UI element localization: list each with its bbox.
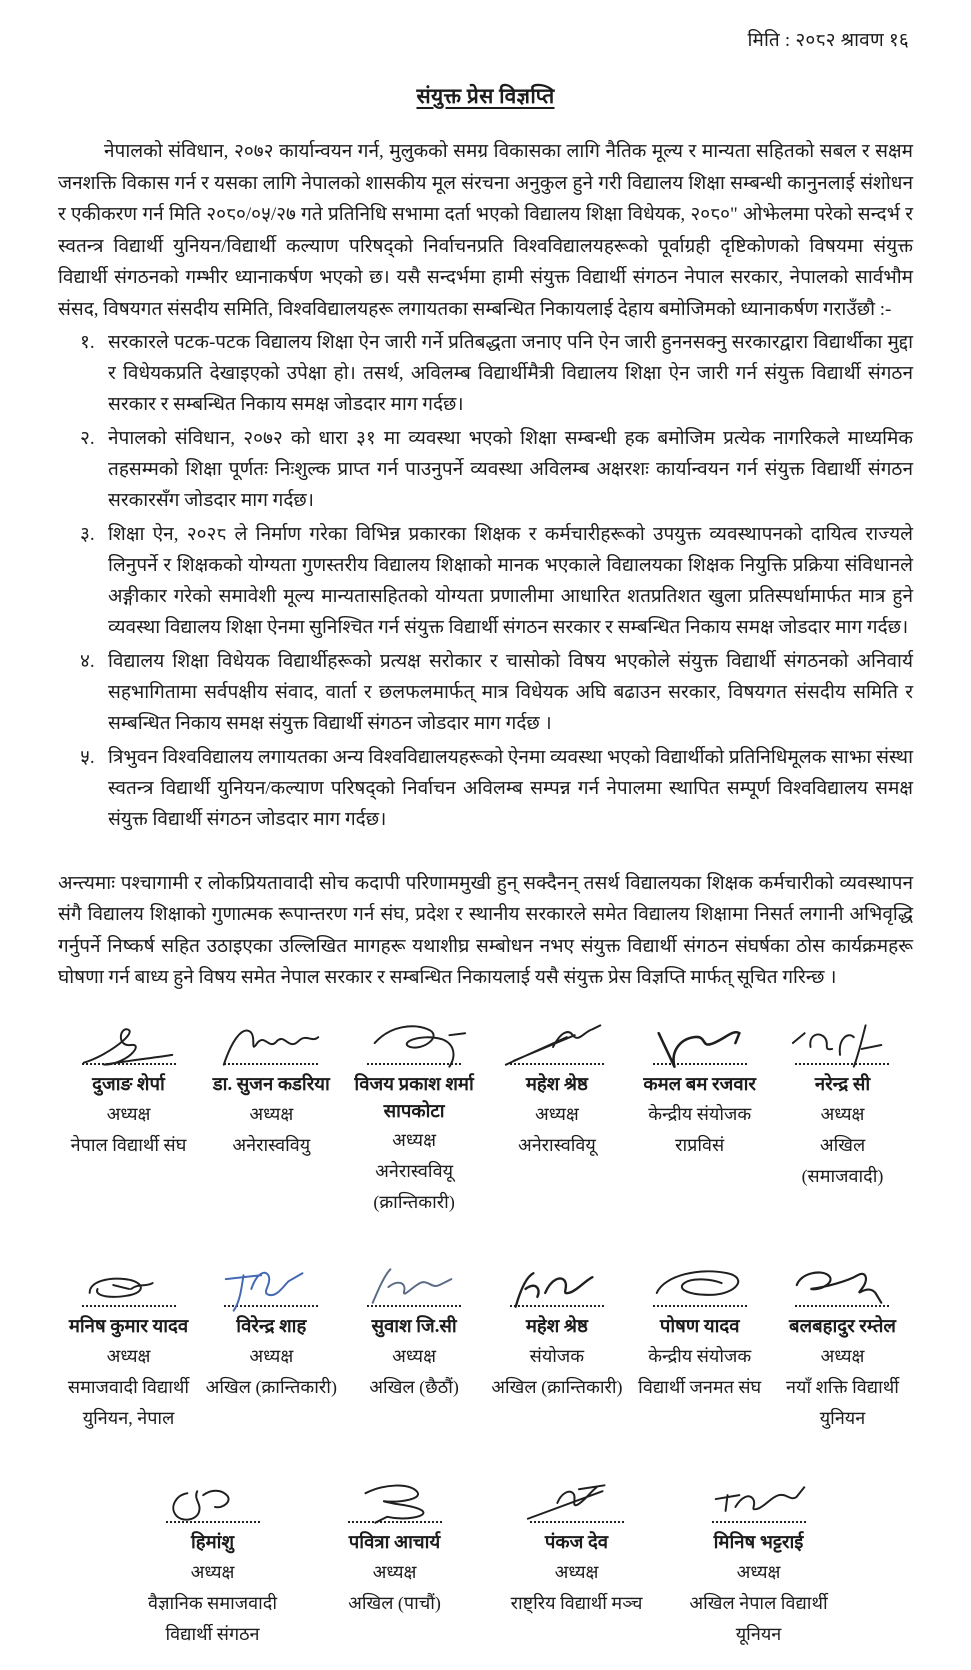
list-item-number: ५. — [80, 746, 95, 768]
list-item-text: त्रिभुवन विश्वविद्यालय लगायतका अन्य विश्वविद्यालयहरूको ऐनमा व्यवस्था भएको विद्यार्थीको प्रतिनिधिमूलक साझा संस्था स्वतन्त्र विद्यार्थी युनियन/कल्याण परिषद्को निर्वाचन अविलम्ब सम्पन्न गर्न नेपालमा स्थापित सम्पूर्ण विश्वविद्यालय समक्ष संयुक्त विद्यार्थी संगठन जोडदार माग गर्दछ। — [108, 746, 913, 830]
signatory-org: अखिल (क्रान्तिकारी) — [491, 1377, 623, 1398]
signatory-name: सुवाश जि.सी — [371, 1317, 457, 1338]
signatory-org: अखिल (क्रान्तिकारी) — [205, 1377, 337, 1398]
signatory-org: यूनियन — [735, 1623, 782, 1644]
signatory-role: अध्यक्ष — [106, 1103, 151, 1124]
signatory-org: युनियन, नेपाल — [82, 1408, 175, 1429]
signatory-name: बलबहादुर रम्तेल — [789, 1317, 896, 1338]
signatory-block — [629, 1262, 770, 1434]
signatory-org: समाजवादी विद्यार्थी — [67, 1377, 190, 1398]
signatory-role: अध्यक्ष — [190, 1561, 235, 1582]
signatory-name: पवित्रा आचार्य — [348, 1532, 441, 1553]
list-item-text: शिक्षा ऐन, २०२८ ले निर्माण गरेका विभिन्न प्रकारका शिक्षक र कर्मचारीहरूको उपयुक्त व्यवस्थापनको दायित्व राज्यले लिनुपर्ने र शिक्षकको योग्यता गुणस्तरीय विद्यालय शिक्षाको मानक भएकाले विद्यालयका शिक्षक नियुक्ति प्रक्रिया संविधानले अङ्गीकार गरेको समावेशी मूल्य मान्यतासहितको योग्यता प्रणालीमा आधारित शतप्रतिशत खुला प्रतिस्पर्धामार्फत मात्र हुने व्यवस्था विद्यालय शिक्षा ऐनमा सुनिश्चित गर्न संयुक्त विद्यार्थी संगठन सरकार र सम्बन्धित निकाय समक्ष जोडदार माग गर्दछ। — [108, 524, 913, 638]
signatory-name: पोषण यादव — [659, 1317, 740, 1338]
signatory-name: विरेन्द्र शाह — [236, 1317, 307, 1338]
signature-row-1 — [58, 1020, 913, 1218]
signatory-org: (क्रान्तिकारी) — [373, 1192, 455, 1213]
signatory-block — [344, 1262, 485, 1434]
signature-row-2 — [58, 1262, 913, 1434]
signature-dotted-line — [166, 1521, 260, 1523]
signatory-name: मनिष कुमार यादव — [68, 1317, 189, 1338]
signatory-name: डा. सुजन कडरिया — [212, 1074, 330, 1095]
list-item — [78, 328, 913, 421]
signatory-role: अध्यक्ष — [736, 1561, 781, 1582]
signatory-org: अखिल (छैठौं) — [369, 1377, 459, 1398]
signatory-name: कमल बम रजवार — [643, 1074, 756, 1095]
signature-dotted-line — [712, 1521, 806, 1523]
list-item — [78, 743, 913, 836]
list-item-text: सरकारले पटक-पटक विद्यालय शिक्षा ऐन जारी गर्ने प्रतिबद्धता जनाए पनि ऐन जारी हुननसक्नु सरकारद्वारा विद्यार्थीका मुद्दा र विधेयकप्रति देखाइएको उपेक्षा हो। तसर्थ, अविलम्ब विद्यार्थीमैत्री विद्यालय शिक्षा ऐन जारी गर्न संयुक्त विद्यार्थी संगठन सरकार र सम्बन्धित निकाय समक्ष जोडदार माग गर्दछ। — [108, 332, 913, 416]
list-item-number: ४. — [80, 650, 95, 672]
signature-dotted-line — [653, 1063, 747, 1065]
signatory-block — [675, 1478, 843, 1650]
list-item-number: १. — [80, 332, 95, 354]
signature-dotted-line — [795, 1063, 889, 1065]
signatory-org: नयाँ शक्ति विद्यार्थी — [786, 1377, 899, 1398]
signature-dotted-line — [224, 1305, 318, 1307]
list-item-text: विद्यालय शिक्षा विधेयक विद्यार्थीहरूको प्रत्यक्ष सरोकार र चासोको विषय भएकोले संयुक्त विद्यार्थी संगठनको अनिवार्य सहभागितामा सर्वपक्षीय संवाद, वार्ता र छलफलमार्फत् मात्र विधेयक अघि बढाउन सरकार, विषयगत संसदीय समिति र सम्बन्धित निकाय समक्ष संयुक्त विद्यार्थी संगठन जोडदार माग गर्दछ । — [108, 650, 913, 734]
signatory-name: मिनिष भट्टराई — [713, 1532, 804, 1553]
signatory-name: विजय प्रकाश शर्मा सापकोटा — [354, 1074, 474, 1122]
signatory-block — [129, 1478, 297, 1650]
signatory-name: हिमांशु — [190, 1532, 235, 1553]
list-item — [78, 424, 913, 517]
signatory-name: महेश श्रेष्ठ — [525, 1074, 588, 1095]
signatory-org: अनेरास्ववियू — [517, 1134, 596, 1155]
signature-dotted-line — [653, 1305, 747, 1307]
signatory-role: अध्यक्ष — [249, 1346, 294, 1367]
signatory-block — [486, 1262, 627, 1434]
signature-row-3 — [58, 1478, 913, 1650]
signatory-block — [344, 1020, 485, 1218]
signatory-role: अध्यक्ष — [820, 1346, 865, 1367]
signatory-block — [58, 1262, 199, 1434]
signatory-block — [629, 1020, 770, 1218]
signatory-org: विद्यार्थी जनमत संघ — [638, 1377, 762, 1398]
list-item-number: ३. — [80, 524, 95, 545]
signatory-org: (समाजवादी) — [801, 1165, 884, 1186]
signatory-org: अखिल (पाचौं) — [348, 1592, 441, 1613]
signatory-block — [772, 1020, 913, 1218]
signatory-block — [311, 1478, 479, 1650]
signatory-name: महेश श्रेष्ठ — [525, 1317, 588, 1338]
signature-dotted-line — [82, 1305, 176, 1307]
list-item-number: २. — [80, 428, 95, 450]
signatory-block — [493, 1478, 661, 1650]
signatory-role: संयोजक — [529, 1346, 585, 1367]
signatory-org: अखिल — [819, 1134, 866, 1155]
page-title: संयुक्त प्रेस विज्ञप्ति — [416, 84, 555, 108]
signatory-org: अनेरास्ववियु — [232, 1134, 311, 1155]
signatory-name: नरेन्द्र सी — [814, 1074, 871, 1095]
list-item-text: नेपालको संविधान, २०७२ को धारा ३१ मा व्यवस्था भएको शिक्षा सम्बन्धी हक बमोजिम प्रत्येक नागरिकले माध्यमिक तहसम्मको शिक्षा पूर्णतः निःशुल्क प्राप्त गर्न पाउनुपर्ने व्यवस्था अविलम्ब अक्षरशः कार्यान्वयन गर्न संयुक्त विद्यार्थी संगठन सरकारसँग जोडदार माग गर्दछ। — [108, 428, 913, 512]
signatory-block — [201, 1020, 342, 1218]
signatory-org: विद्यार्थी संगठन — [165, 1623, 260, 1644]
signatory-org: राप्रविसं — [675, 1134, 725, 1155]
signatory-block — [772, 1262, 913, 1434]
signatory-org: अखिल नेपाल विद्यार्थी — [689, 1592, 828, 1613]
signatory-role: केन्द्रीय संयोजक — [648, 1103, 752, 1124]
signature-dotted-line — [224, 1063, 318, 1065]
signature-dotted-line — [367, 1305, 461, 1307]
signatory-block — [486, 1020, 627, 1218]
signature-dotted-line — [348, 1521, 442, 1523]
list-item — [78, 520, 913, 644]
date-line: मिति : २०८२ श्रावण १६ — [747, 30, 909, 51]
signatory-role: अध्यक्ष — [392, 1130, 437, 1151]
signatory-role: अध्यक्ष — [534, 1103, 579, 1124]
signatory-role: अध्यक्ष — [820, 1103, 865, 1124]
signatory-org: अनेरास्ववियू — [375, 1161, 454, 1182]
closing-paragraph: अन्त्यमाः पश्चागामी र लोकप्रियतावादी सोच कदापी परिणाममुखी हुन् सक्दैनन् तसर्थ विद्यालयका शिक्षक कर्मचारीको व्यवस्थापन संगै विद्यालय शिक्षाको गुणात्मक रूपान्तरण गर्न संघ, प्रदेश र स्थानीय सरकारले समेत विद्यालय शिक्षामा निसर्त लगानी अभिवृद्धि गर्नुपर्ने निष्कर्ष सहित उठाइएका उल्लिखित मागहरू यथाशीघ्र सम्बोधन नभए संयुक्त विद्यार्थी संगठन संघर्षका ठोस कार्यक्रमहरू घोषणा गर्न बाध्य हुने विषय समेत नेपाल सरकार र सम्बन्धित निकायलाई यसै संयुक्त प्रेस विज्ञप्ति मार्फत् सूचित गरिन्छ । — [58, 872, 913, 989]
signature-dotted-line — [530, 1521, 624, 1523]
signature-dotted-line — [510, 1305, 604, 1307]
signatory-role: अध्यक्ष — [249, 1103, 294, 1124]
signature-dotted-line — [795, 1305, 889, 1307]
signature-dotted-line — [82, 1063, 176, 1065]
intro-paragraph: नेपालको संविधान, २०७२ कार्यान्वयन गर्न, मुलुकको समग्र विकासका लागि नैतिक मूल्य र मान्यता सहितको सबल र सक्षम जनशक्ति विकास गर्न र यसका लागि नेपालको शासकीय मूल संरचना अनुकुल हुने गरी विद्यालय शिक्षा सम्बन्धी कानुनलाई संशोधन र एकीकरण गर्न मिति २०८०/०५/२७ गते प्रतिनिधि सभामा दर्ता भएको विद्यालय शिक्षा विधेयक, २०८०" ओझेलमा परेको सन्दर्भ र स्वतन्त्र विद्यार्थी युनियन/विद्यार्थी कल्याण परिषद्को निर्वाचनप्रति विश्वविद्यालयहरूको पूर्वाग्रही दृष्टिकोणको विषयमा संयुक्त विद्यार्थी संगठनको गम्भीर ध्यानाकर्षण भएको छ। यसै सन्दर्भमा हामी संयुक्त विद्यार्थी संगठन नेपाल सरकार, नेपालको सार्वभौम संसद, विषयगत संसदीय समिति, विश्वविद्यालयहरू लगायतका सम्बन्धित निकायलाई देहाय बमोजिमको ध्यानाकर्षण गराउँछौ :- — [58, 141, 913, 320]
signatory-org: नेपाल विद्यार्थी संघ — [70, 1134, 187, 1155]
signatory-role: केन्द्रीय संयोजक — [648, 1346, 752, 1367]
signatory-name: दुजाङ शेर्पा — [92, 1074, 165, 1095]
signatory-name: पंकज देव — [544, 1532, 609, 1553]
signatory-role: अध्यक्ष — [106, 1346, 151, 1367]
signatory-org: राष्ट्रिय विद्यार्थी मञ्च — [510, 1592, 643, 1613]
signatory-block — [58, 1020, 199, 1218]
signatory-role: अध्यक्ष — [554, 1561, 599, 1582]
signatory-block — [201, 1262, 342, 1434]
signatory-role: अध्यक्ष — [372, 1561, 417, 1582]
signatory-org: वैज्ञानिक समाजवादी — [147, 1592, 278, 1613]
signature-dotted-line — [510, 1063, 604, 1065]
signature-dotted-line — [367, 1063, 461, 1065]
list-item — [78, 647, 913, 740]
signatory-role: अध्यक्ष — [392, 1346, 437, 1367]
demand-list — [58, 328, 913, 836]
signatory-org: युनियन — [819, 1408, 866, 1429]
